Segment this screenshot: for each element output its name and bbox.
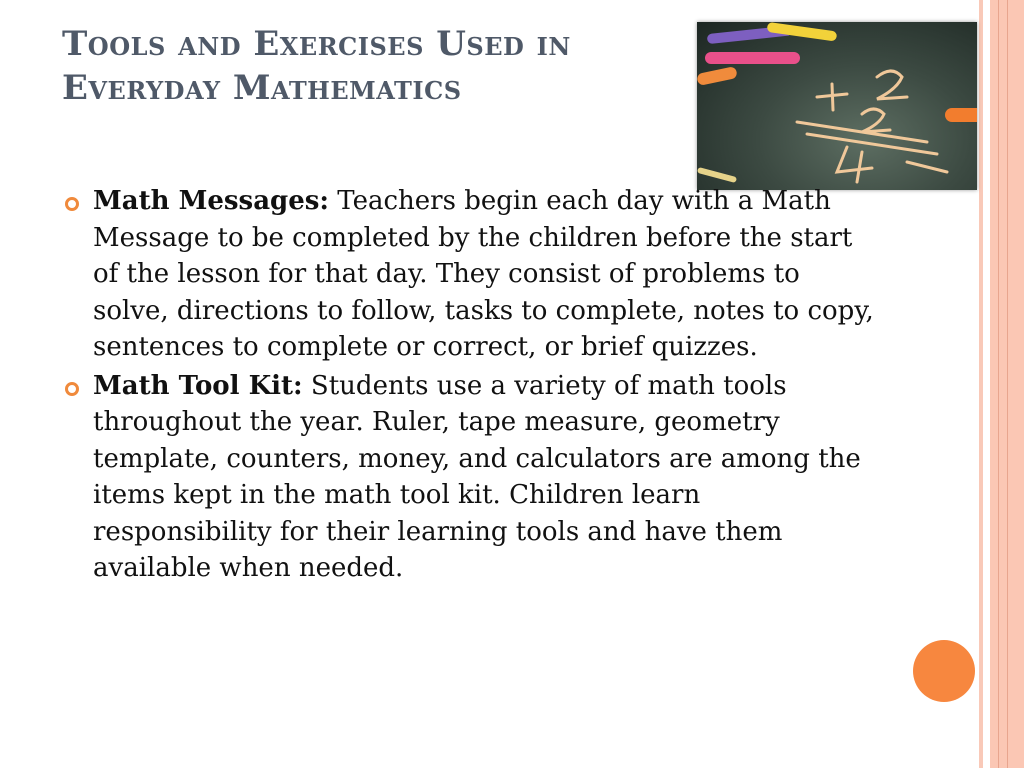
bullet-text: Teachers begin each day with a Math Message to be completed by the children before the start of the lesson for that day. They consist of problems to solve, directions to follow, tasks to complete, notes to copy, sentences to complete or correct, or brief quizzes. (93, 186, 874, 362)
decorative-line (998, 0, 999, 768)
ring-bullet-icon (65, 382, 79, 396)
decorative-orange-circle (913, 640, 975, 702)
bullet-text: Students use a variety of math tools throughout the year. Ruler, tape measure, geometry template, counters, money, and calculators are among the items kept in the math tool kit. Children learn responsibility for their learning tools and have them available when needed. (93, 370, 861, 583)
bullet-list (62, 183, 882, 589)
bullet-lead: Math Messages: (93, 186, 329, 216)
chalkboard-photo (697, 22, 977, 190)
ring-bullet-icon (65, 197, 79, 211)
bullet-lead: Math Tool Kit: (93, 370, 303, 401)
slide-title: Tools and Exercises Used in Everyday Mathematics (62, 24, 571, 108)
bullet-item-math-tool-kit (62, 368, 882, 587)
decorative-stripe (979, 0, 983, 768)
bullet-item-math-messages (62, 183, 882, 366)
decorative-line (1007, 0, 1008, 768)
